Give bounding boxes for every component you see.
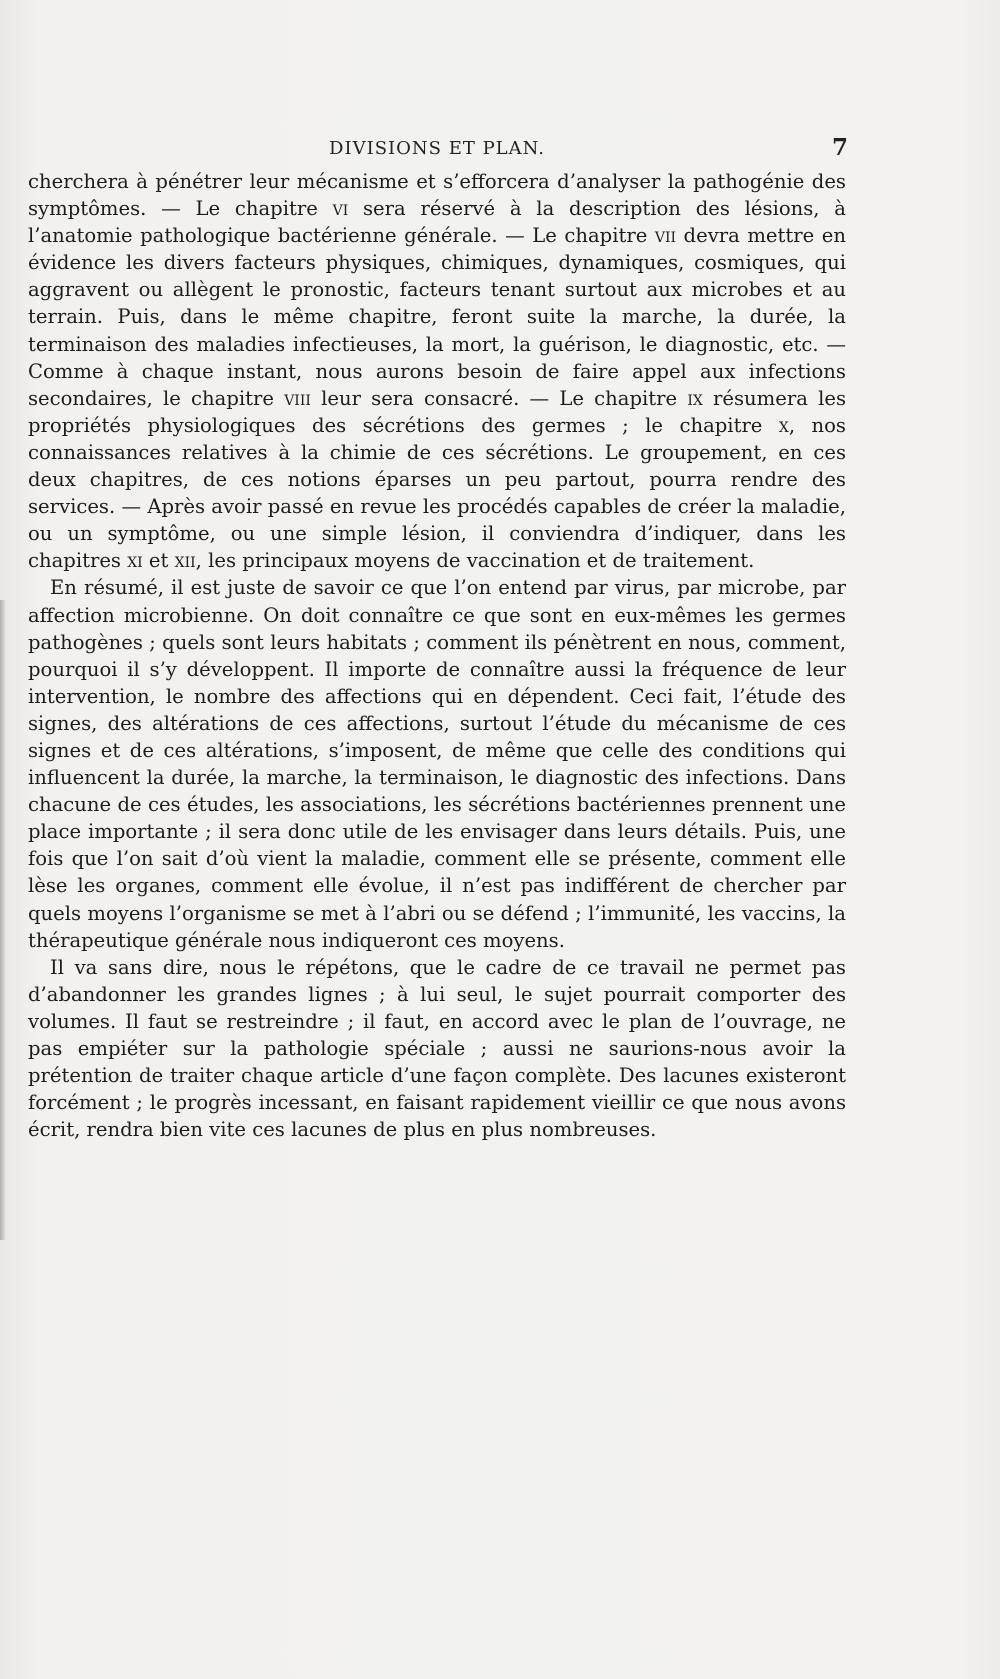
p1-text-2: sera réservé à la description des lésions, à l’anatomie pathologique bactérienne générale. — Le chapitre [28,197,846,248]
page-number: 7 [831,134,848,161]
p1-text-3: devra mettre en évidence les divers facteurs physiques, chimiques, dynamiques, cosmiques, qui aggravent ou allègent le pronostic, facteurs tenant surtout aux microbes et au terrain. Puis, dans le même chapitre, feront suite la marche, la durée, la terminaison des maladies infectieuses, la mort, la guérison, le diagnostic, etc. — Comme à chaque instant, nous aurons besoin de faire appel aux infections secondaires, le chapitre [28,224,846,410]
chapter-numeral-10: x [778,413,789,437]
p1-text-6: , nos connaissances relatives à la chimie de ces sécrétions. Le groupement, en ces deux chapitres, de ces notions éparses un peu partout, pourra rendre des services. — Après avoir passé en revue les procédés capables de créer la maladie, ou un symptôme, ou une simple lésion, il conviendra d’indiquer, dans les chapitres [28,413,846,573]
chapter-numeral-7: vii [654,224,677,248]
chapter-numeral-12: xii [174,549,196,573]
chapter-numeral-6: vi [332,197,349,221]
p1-text-7: et [142,549,175,573]
p1-text-1: cherchera à pénétrer leur mécanisme et s’efforcera d’analyser la pathogénie des symptômes. — Le chapitre [28,170,846,221]
paragraph-2: En résumé, il est juste de savoir ce que l’on entend par virus, par microbe, par affection microbienne. On doit connaître ce que sont en eux-mêmes les germes pathogènes ; quels sont leurs habitats ; comment ils pénètrent en nous, comment, pourquoi il s’y développent. Il importe de connaître aussi la fréquence de leur intervention, le nombre des affections qui en dépendent. Ceci fait, l’étude des signes, des altérations de ces affections, surtout l’étude du mécanisme de ces signes et de ces altérations, s’imposent, de même que celle des conditions qui influencent la durée, la marche, la terminaison, le diagnostic des infections. Dans chacune de ces études, les associations, les sécrétions bactériennes prennent une place importante ; il sera donc utile de les envisager dans leurs détails. Puis, une fois que l’on sait d’où vient la maladie, comment elle se présente, comment elle lèse les organes, comment elle évolue, il n’est pas indifférent de chercher par quels moyens l’organisme se met à l’abri ou se défend ; l’immunité, les vaccins, la thérapeutique générale nous indiqueront ces moyens. [28,576,846,952]
running-title: DIVISIONS ET PLAN. [329,138,545,159]
body-text [28,168,846,1143]
paragraph-3: Il va sans dire, nous le répétons, que le cadre de ce travail ne permet pas d’abandonner les grandes lignes ; à lui seul, le sujet pourrait comporter des volumes. Il faut se restreindre ; il faut, en accord avec le plan de l’ouvrage, ne pas empiéter sur la pathologie spéciale ; aussi ne saurions-nous avoir la prétention de traiter chaque article d’une façon complète. Des lacunes existeront forcément ; le progrès incessant, en faisant rapidement vieillir ce que nous avons écrit, rendra bien vite ces lacunes de plus en plus nombreuses. [28,955,846,1142]
paragraph-1 [28,168,846,574]
p1-text-8: , les principaux moyens de vaccination et de traitement. [195,549,755,573]
chapter-numeral-8: viii [284,386,311,410]
chapter-numeral-11: xi [127,549,143,573]
p1-text-5: résumera les propriétés physiologiques des sécrétions des germes ; le chapitre [28,386,847,437]
chapter-numeral-9: ix [687,386,703,410]
running-head [28,134,846,164]
page-edge-shadow [0,600,6,1240]
p1-text-4: leur sera consacré. — Le chapitre [310,386,688,410]
